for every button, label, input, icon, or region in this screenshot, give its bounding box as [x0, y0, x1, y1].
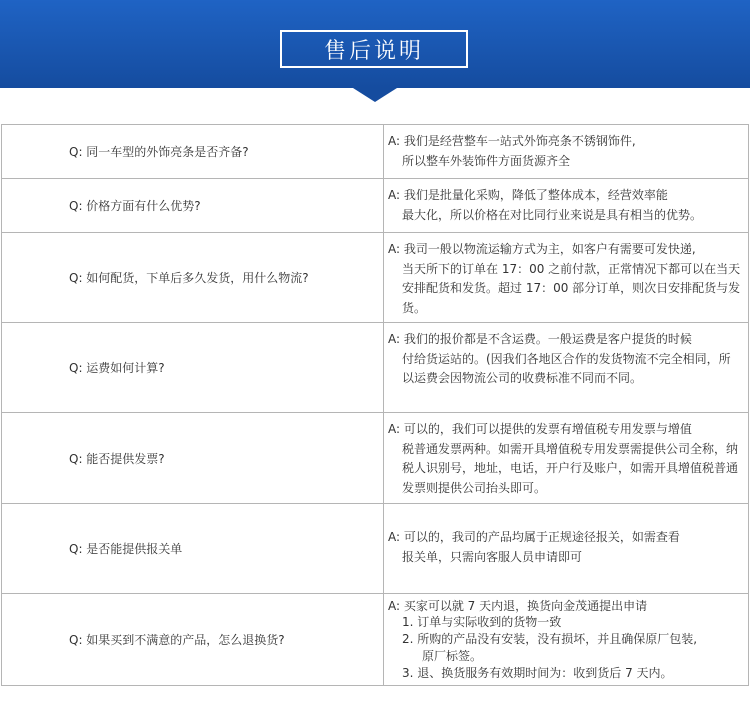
faq-row: [2, 323, 749, 413]
faq-question: Q: 同一车型的外饰亮条是否齐备?: [2, 125, 384, 179]
page-title: 售后说明: [280, 30, 468, 68]
faq-answer: [384, 323, 749, 413]
answer-rest: 报关单，只需向客服人员申请即可: [402, 549, 583, 564]
answer-rest: 最大化，所以价格在对比同行业来说是具有相当的优势。: [402, 207, 703, 222]
answer-lead: A: 我们的报价都是不含运费。一般运费是客户提货的时候: [388, 332, 692, 346]
answer-list-item: 2. 所购的产品没有安装，没有损坏，并且确保原厂包装,: [402, 632, 698, 646]
faq-answer: [384, 504, 749, 594]
faq-answer: [384, 233, 749, 323]
answer-lead: A: 我们是批量化采购，降低了整体成本，经营效率能: [388, 188, 668, 202]
answer-lead: A: 可以的，我司的产品均属于正规途径报关，如需查看: [388, 530, 680, 544]
faq-question: Q: 如何配货，下单后多久发货，用什么物流?: [2, 233, 384, 323]
faq-answer: [384, 594, 749, 686]
banner-arrow: [353, 88, 397, 102]
answer-list-item: 3. 退、换货服务有效期时间为：收到货后 7 天内。: [402, 666, 673, 680]
answer-lead: A: 买家可以就 7 天内退，换货向金茂通提出申请: [388, 599, 648, 613]
answer-lead: A: 我们是经营整车一站式外饰亮条不锈钢饰件,: [388, 134, 636, 148]
faq-row: [2, 125, 749, 179]
faq-answer: [384, 125, 749, 179]
answer-list-item: 1. 订单与实际收到的货物一致: [402, 615, 562, 629]
faq-answer: [384, 413, 749, 504]
answer-list-item-continued: 原厂标签。: [422, 649, 483, 663]
faq-row: [2, 233, 749, 323]
header-banner: [0, 0, 750, 88]
faq-row: [2, 413, 749, 504]
answer-rest: 当天所下的订单在 17：00 之前付款，正常情况下都可以在当天安排配货和发货。超过 17：00 部分订单，则次日安排配货与发货。: [402, 261, 741, 315]
answer-rest: 付给货运站的。(因我们各地区合作的发货物流不完全相同，所以运费会因物流公司的收费标准不同而不同。: [402, 351, 731, 385]
answer-rest: 税普通发票两种。如需开具增值税专用发票需提供公司全称，纳税人识别号，地址，电话，开户行及账户，如需开具增值税普通发票则提供公司抬头即可。: [402, 441, 739, 495]
faq-row: [2, 504, 749, 594]
faq-question: Q: 价格方面有什么优势?: [2, 179, 384, 233]
answer-lead: A: 可以的，我们可以提供的发票有增值税专用发票与增值: [388, 422, 692, 436]
answer-rest: 所以整车外装饰件方面货源齐全: [402, 153, 571, 168]
faq-row: [2, 594, 749, 686]
faq-question: Q: 如果买到不满意的产品，怎么退换货?: [2, 594, 384, 686]
faq-row: [2, 179, 749, 233]
faq-question: Q: 是否能提供报关单: [2, 504, 384, 594]
faq-table: [1, 124, 749, 686]
faq-question: Q: 运费如何计算?: [2, 323, 384, 413]
faq-answer: [384, 179, 749, 233]
answer-lead: A: 我司一般以物流运输方式为主，如客户有需要可发快递,: [388, 242, 696, 256]
faq-question: Q: 能否提供发票?: [2, 413, 384, 504]
